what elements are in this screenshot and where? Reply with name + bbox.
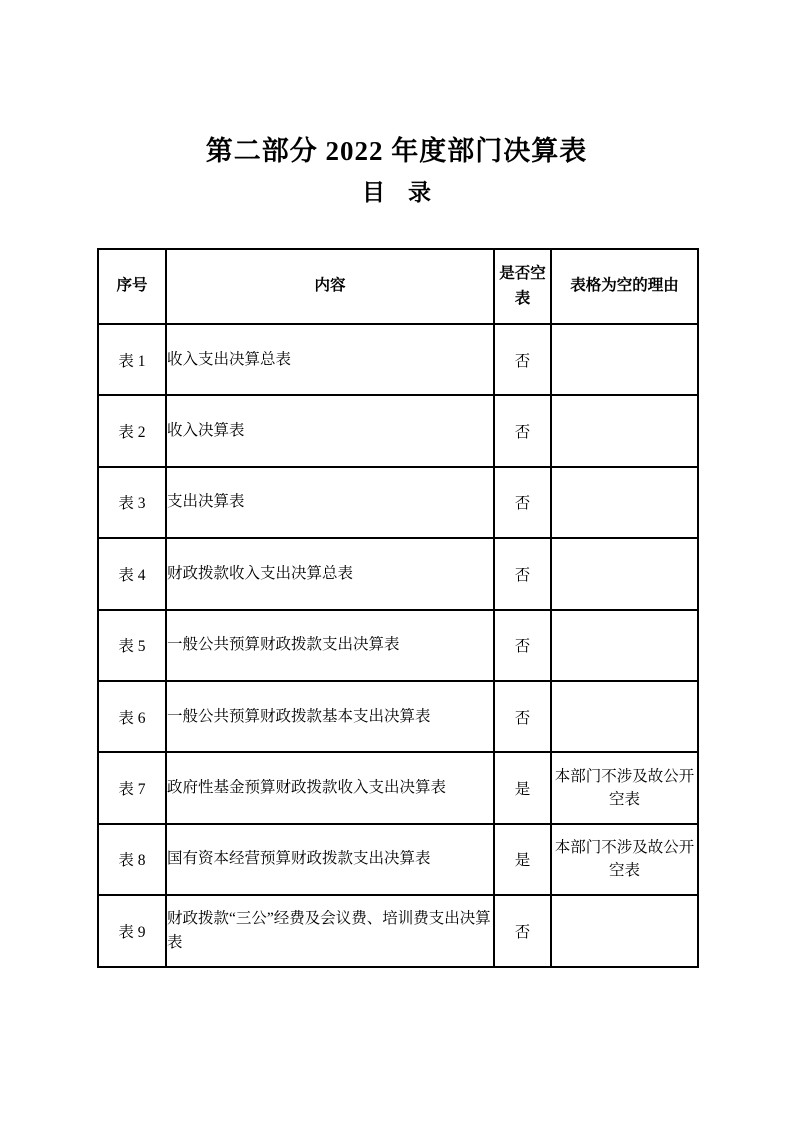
toc-row-no: 表 2: [98, 395, 166, 466]
toc-table-header: [98, 249, 698, 324]
toc-row-is-empty: 否: [494, 324, 551, 395]
toc-row-no: 表 4: [98, 538, 166, 609]
toc-row-reason: 本部门不涉及故公开空表: [551, 752, 698, 823]
toc-row-content: 国有资本经营预算财政拨款支出决算表: [166, 824, 494, 895]
toc-row-is-empty: 否: [494, 681, 551, 752]
toc-row-reason: 本部门不涉及故公开空表: [551, 824, 698, 895]
toc-row-no: 表 3: [98, 467, 166, 538]
toc-row-is-empty: 否: [494, 895, 551, 966]
toc-row-no: 表 8: [98, 824, 166, 895]
toc-row-reason: [551, 538, 698, 609]
toc-row-content: 一般公共预算财政拨款支出决算表: [166, 610, 494, 681]
toc-row-is-empty: 是: [494, 752, 551, 823]
toc-row-reason: [551, 895, 698, 966]
toc-row-content: 收入决算表: [166, 395, 494, 466]
toc-row-content: 财政拨款收入支出决算总表: [166, 538, 494, 609]
toc-row-content: 政府性基金预算财政拨款收入支出决算表: [166, 752, 494, 823]
toc-row-is-empty: 否: [494, 538, 551, 609]
toc-row-is-empty: 是: [494, 824, 551, 895]
toc-row-reason: [551, 395, 698, 466]
toc-header-row: [98, 249, 698, 324]
toc-table-body: [98, 324, 698, 967]
toc-row-content: 收入支出决算总表: [166, 324, 494, 395]
header-cell-reason: 表格为空的理由: [551, 249, 698, 324]
toc-row-content: 支出决算表: [166, 467, 494, 538]
toc-table-row: [98, 681, 698, 752]
toc-table-row: [98, 324, 698, 395]
part-title: 第二部分 2022 年度部门决算表: [205, 136, 588, 166]
toc-table-row: [98, 538, 698, 609]
toc-row-reason: [551, 610, 698, 681]
toc-row-reason: [551, 467, 698, 538]
toc-row-no: 表 5: [98, 610, 166, 681]
toc-row-is-empty: 否: [494, 467, 551, 538]
toc-row-is-empty: 否: [494, 395, 551, 466]
toc-table-row: [98, 395, 698, 466]
toc-row-no: 表 6: [98, 681, 166, 752]
toc-table-row: [98, 895, 698, 966]
toc-table: [97, 248, 699, 968]
toc-table-row: [98, 824, 698, 895]
toc-row-reason: [551, 324, 698, 395]
toc-row-content: 一般公共预算财政拨款基本支出决算表: [166, 681, 494, 752]
toc-row-no: 表 9: [98, 895, 166, 966]
toc-title: 目 录: [362, 180, 431, 205]
toc-table-row: [98, 610, 698, 681]
header-cell-is-empty: 是否空表: [494, 249, 551, 324]
toc-row-no: 表 7: [98, 752, 166, 823]
toc-row-content: 财政拨款“三公”经费及会议费、培训费支出决算表: [166, 895, 494, 966]
toc-row-is-empty: 否: [494, 610, 551, 681]
header-cell-no: 序号: [98, 249, 166, 324]
toc-table-row: [98, 467, 698, 538]
header-cell-content: 内容: [166, 249, 494, 324]
toc-row-reason: [551, 681, 698, 752]
toc-table-row: [98, 752, 698, 823]
toc-row-no: 表 1: [98, 324, 166, 395]
